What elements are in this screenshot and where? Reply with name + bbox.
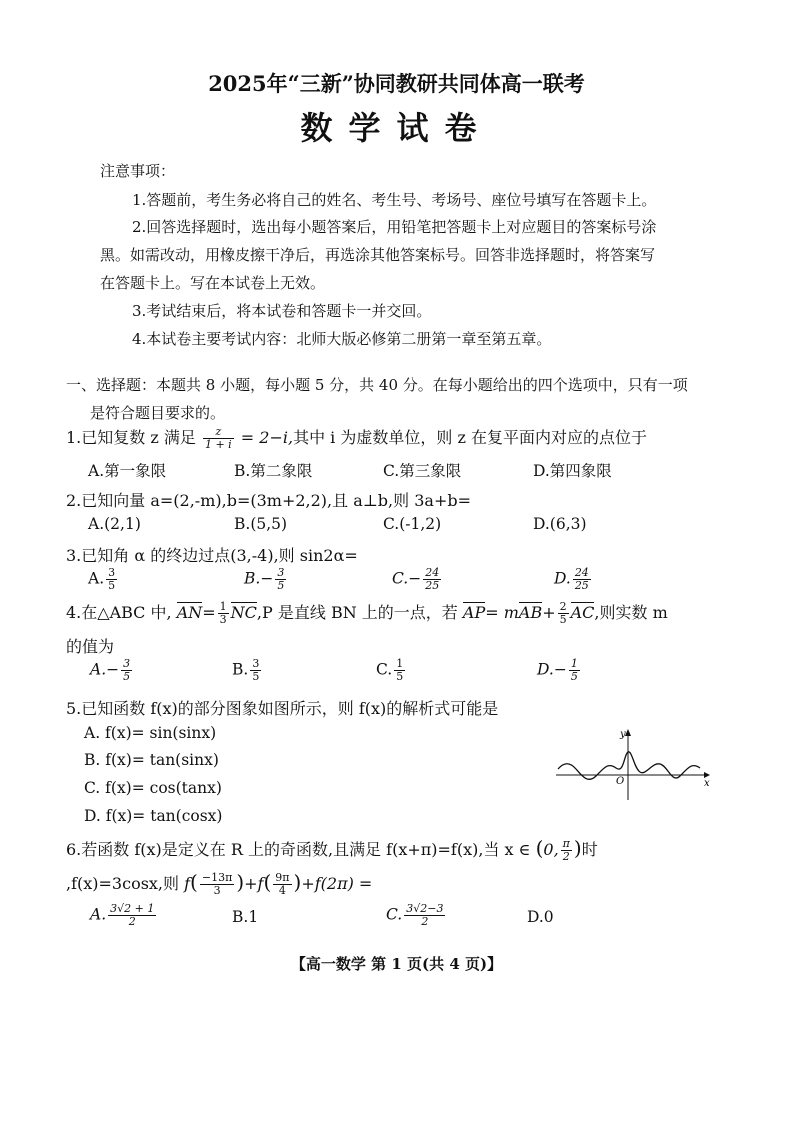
- q3-option-c: C.− $\frac{24}{25}$: [392, 566, 440, 592]
- graph-origin-label: O: [616, 776, 625, 787]
- vector-ac: AC: [570, 603, 595, 622]
- section-heading-line-1: 一、选择题：本题共 8 小题，每小题 5 分，共 40 分。在每小题给出的四个选项中，只有一项: [66, 376, 688, 394]
- q2-option-d: D.(6,3): [533, 515, 587, 533]
- question-1: [66, 425, 647, 451]
- question-4: 4.在△ABC 中, AN= $\frac{1}{3}$ NC,P 是直线 BN 上的一点，若 AP= mAB+ $\frac{2}{5}$ AC,则实数 m: [66, 600, 668, 626]
- question-2: 2.已知向量 a=(2,-m),b=(3m+2,2),且 a⊥b,则 3a+b=: [66, 491, 471, 510]
- q5-option-d: D. f(x)= tan(cosx): [84, 807, 223, 825]
- q1-option-a: A.第一象限: [88, 462, 167, 480]
- q6-option-c: C. $\frac{3√2-3}{2}$: [386, 902, 444, 928]
- notice-line-4: 在答题卡上。写在本试卷上无效。: [100, 274, 326, 292]
- q1-equation: = 2−i,: [240, 428, 294, 447]
- notice-line-2: 2.回答选择题时，选出每小题答案后，用铅笔把答题卡上对应题目的答案标号涂: [132, 218, 657, 236]
- question-5: 5.已知函数 f(x)的部分图象如图所示，则 f(x)的解析式可能是: [66, 699, 499, 718]
- q4-option-c: C. $\frac{1}{5}$: [376, 657, 404, 683]
- q5-option-b: B. f(x)= tan(sinx): [84, 751, 219, 769]
- q1-fraction: $\frac{z}{1 + i}$: [204, 425, 232, 451]
- question-6: 6.若函数 f(x)是定义在 R 上的奇函数,且满足 f(x+π)=f(x),当 x ∈ (0, $\frac{\pi}{2}$ )时: [66, 836, 598, 863]
- exam-subtitle: 数学试卷: [300, 109, 493, 147]
- vector-an: AN: [176, 603, 203, 622]
- notice-line-6: 4.本试卷主要考试内容：北师大版必修第二册第一章至第五章。: [132, 330, 552, 348]
- question-3: 3.已知角 α 的终边过点(3,-4),则 sin2α=: [66, 546, 358, 565]
- q4-line-2: 的值为: [66, 637, 115, 656]
- q3-option-d: D. $\frac{24}{25}$: [554, 566, 589, 592]
- q5-function-graph: [552, 724, 712, 804]
- q1-option-c: C.第三象限: [383, 462, 462, 480]
- q1-option-b: B.第二象限: [234, 462, 313, 480]
- q5-option-a: A. f(x)= sin(sinx): [84, 724, 217, 742]
- q4-option-d: D.− $\frac{1}{5}$: [537, 657, 578, 683]
- q2-option-c: C.(-1,2): [383, 515, 442, 533]
- notice-line-5: 3.考试结束后，将本试卷和答题卡一并交回。: [132, 302, 432, 320]
- q2-option-a: A.(2,1): [88, 515, 141, 533]
- graph-x-label: x: [704, 778, 710, 789]
- q3-option-a: A. $\frac{3}{5}$: [88, 566, 116, 592]
- page-footer: 【高一数学 第 1 页(共 4 页)】: [290, 955, 503, 973]
- q5-option-c: C. f(x)= cos(tanx): [84, 779, 222, 797]
- q1-text-pre: 1.已知复数 z 满足: [66, 428, 196, 447]
- section-heading-line-2: 是符合题目要求的。: [90, 404, 226, 422]
- notice-heading: 注意事项：: [100, 162, 176, 180]
- vector-ab: AB: [518, 603, 543, 622]
- q6-option-b: B.1: [232, 908, 259, 926]
- q3-option-b: B.− $\frac{3}{5}$: [244, 566, 285, 592]
- q6-line-2: ,f(x)=3cosx,则 f( $\frac{-13\pi}{3}$ )+f( $\frac{9\pi}{4}$ )+f(2π) =: [66, 870, 373, 897]
- vector-ap: AP: [462, 603, 486, 622]
- graph-y-label: y: [620, 729, 626, 740]
- q4-option-a: A.− $\frac{3}{5}$: [90, 657, 131, 683]
- notice-line-1: 1.答题前，考生务必将自己的姓名、考生号、考场号、座位号填写在答题卡上。: [132, 191, 657, 209]
- q6-option-a: A. $\frac{3√2 + 1}{2}$: [90, 902, 155, 928]
- q4-option-b: B. $\frac{3}{5}$: [232, 657, 260, 683]
- y-axis-arrow-icon: [625, 729, 631, 736]
- q1-option-d: D.第四象限: [533, 462, 612, 480]
- notice-line-3: 黑。如需改动，用橡皮擦干净后，再选涂其他答案标号。回答非选择题时，将答案写: [100, 246, 656, 264]
- vector-nc: NC: [230, 603, 257, 622]
- q2-option-b: B.(5,5): [234, 515, 288, 533]
- q1-text-post: 其中 i 为虚数单位，则 z 在复平面内对应的点位于: [293, 428, 647, 447]
- q6-option-d: D.0: [527, 908, 554, 926]
- exam-title: 2025年“三新”协同教研共同体高一联考: [208, 71, 585, 96]
